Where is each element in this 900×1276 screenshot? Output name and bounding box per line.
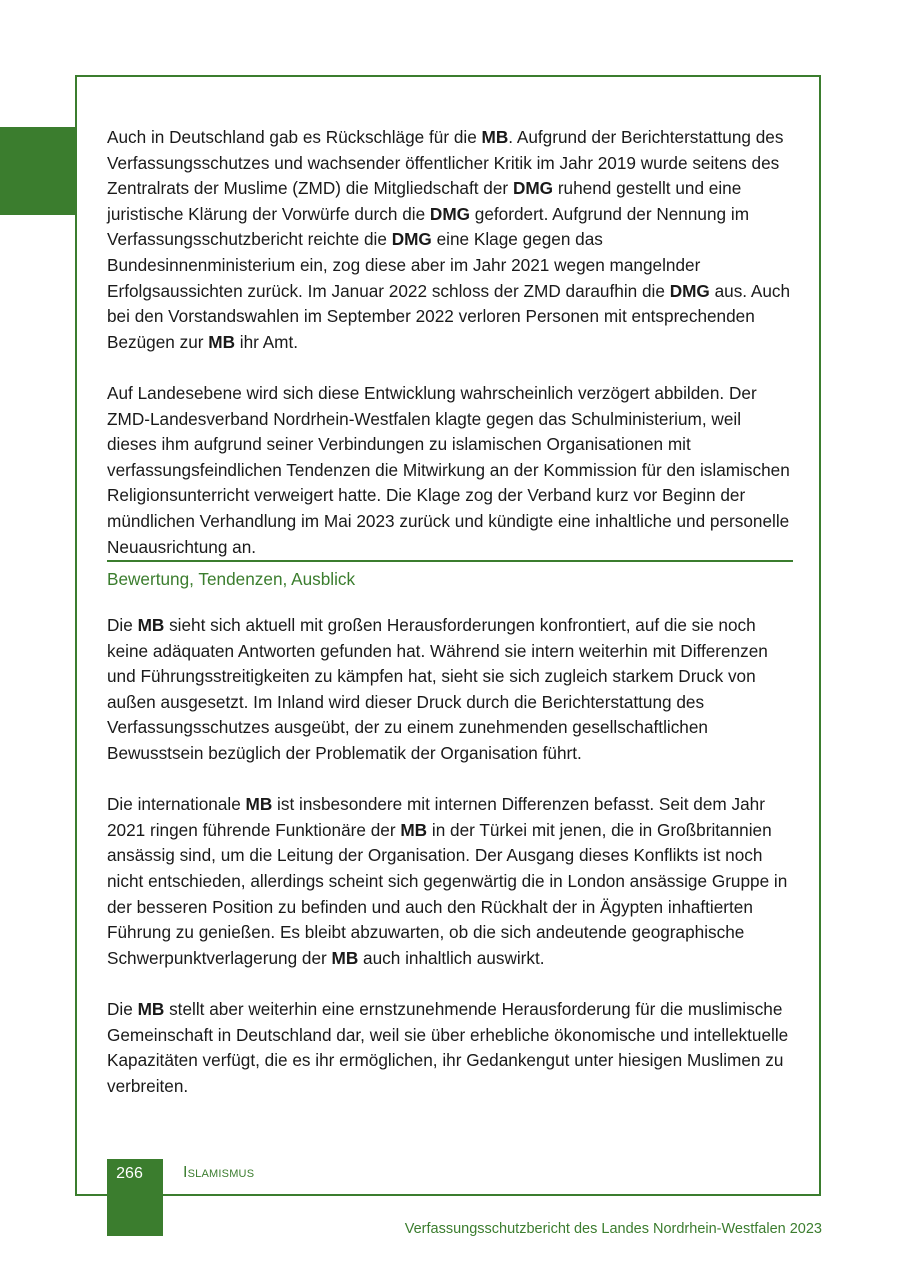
bold-abbreviation: DMG — [429, 203, 471, 224]
body-paragraph — [107, 997, 793, 1099]
section-divider — [107, 560, 793, 562]
side-accent-tab — [0, 127, 76, 215]
text-run: auch inhaltlich auswirkt. — [358, 947, 545, 968]
bold-abbreviation: MB — [208, 331, 236, 352]
bold-abbreviation: DMG — [512, 178, 554, 199]
bold-abbreviation: MB — [137, 999, 165, 1019]
bold-abbreviation: MB — [137, 615, 165, 636]
text-run: Auf Landesebene wird sich diese Entwicklung wahrscheinlich verzögert abbilden. Der ZMD-Landesverband Nordrhein-Westfalen klagte gegen das Schulministerium, weil dieses ihm aufgrund seiner Verbindungen zu islamischen Organisationen mit verfassungsfeindlichen Tendenzen die Mitwirkung an der Kommission für den islamischen Religionsunterricht verweigert hatte. Die Klage zog der Verband kurz vor Beginn der mündlichen Verhandlung im Mai 2023 zurück und kündigte eine inhaltliche und personelle Neuausrichtung an. — [107, 382, 790, 557]
page-content — [107, 125, 793, 1099]
text-run: ist insbesondere mit internen Differenzen befasst. Seit dem Jahr 2021 ringen führende Funktionäre der — [107, 794, 765, 840]
page-number-box — [107, 1159, 163, 1236]
text-run: Die — [107, 615, 138, 636]
publication-footer: Verfassungsschutzbericht des Landes Nordrhein-Westfalen 2023 — [404, 1221, 822, 1237]
body-paragraph — [107, 125, 793, 355]
section-heading: Bewertung, Tendenzen, Ausblick — [107, 569, 356, 590]
body-paragraph — [107, 381, 793, 560]
bold-abbreviation: MB — [245, 794, 273, 815]
text-run: Die — [107, 999, 138, 1019]
bold-abbreviation: MB — [331, 947, 359, 968]
paragraphs-bottom — [107, 613, 793, 1099]
bold-abbreviation: DMG — [391, 229, 432, 250]
text-run: Die internationale — [107, 794, 246, 815]
text-run: . Aufgrund der Berichterstattung des Verfassungsschutzes und wachsender öffentlicher Kritik im Jahr 2019 wurde seitens des Zentralrats der Muslime (ZMD) die Mitgliedschaft der — [107, 127, 784, 199]
text-run: ihr Amt. — [235, 331, 299, 352]
running-section-label: Islamismus — [183, 1164, 255, 1181]
text-run: eine Klage gegen das Bundesinnenministerium ein, zog diese aber im Jahr 2021 wegen mangelnder Erfolgsaussichten zurück. Im Januar 2022 schloss der ZMD daraufhin die — [107, 229, 701, 301]
text-run: sieht sich aktuell mit großen Herausforderungen konfrontiert, auf die sie noch keine adäquaten Antworten gefunden hat. Während sie intern weiterhin mit Differenzen und Führungsstreitigkeiten zu kämpfen hat, sieht sie sich zugleich starkem Druck von außen ausgesetzt. Im Inland wird dieser Druck durch die Berichterstattung des Verfassungsschutzes ausgeübt, der zu einem zunehmenden gesellschaftlichen Bewusstsein bezüglich der Problematik der Organisation führt. — [107, 615, 768, 764]
text-run: in der Türkei mit jenen, die in Großbritannien ansässig sind, um die Leitung der Organisation. Der Ausgang dieses Konflikts ist noch nicht entschieden, allerdings scheint sich gegenwärtig die in London ansässige Gruppe in der besseren Position zu befinden und auch den Rückhalt der in Ägypten inhaftierten Führung zu genießen. Es bleibt abzuwarten, ob die sich andeutende geographische Schwerpunktverlagerung der — [107, 819, 788, 968]
body-paragraph — [107, 792, 793, 971]
text-run: ruhend gestellt und eine juristische Klärung der Vorwürfe durch die — [107, 178, 742, 224]
body-paragraph — [107, 613, 793, 767]
page-number: 266 — [116, 1165, 143, 1182]
text-run: gefordert. Aufgrund der Nennung im Verfassungsschutzbericht reichte die — [107, 203, 750, 250]
text-run: Auch in Deutschland gab es Rückschläge für die — [107, 127, 482, 147]
text-run: aus. Auch bei den Vorstandswahlen im September 2022 verloren Personen mit entsprechenden Bezügen zur — [107, 280, 791, 352]
paragraphs-top — [107, 125, 793, 560]
bold-abbreviation: MB — [481, 127, 509, 147]
text-run: stellt aber weiterhin eine ernstzunehmende Herausforderung für die muslimische Gemeinschaft in Deutschland dar, weil sie über erhebliche ökonomische und intellektuelle Kapazitäten verfügt, die es ihr ermöglichen, ihr Gedankengut unter hiesigen Muslimen zu verbreiten. — [107, 999, 789, 1096]
bold-abbreviation: DMG — [669, 280, 710, 301]
bold-abbreviation: MB — [400, 819, 428, 840]
